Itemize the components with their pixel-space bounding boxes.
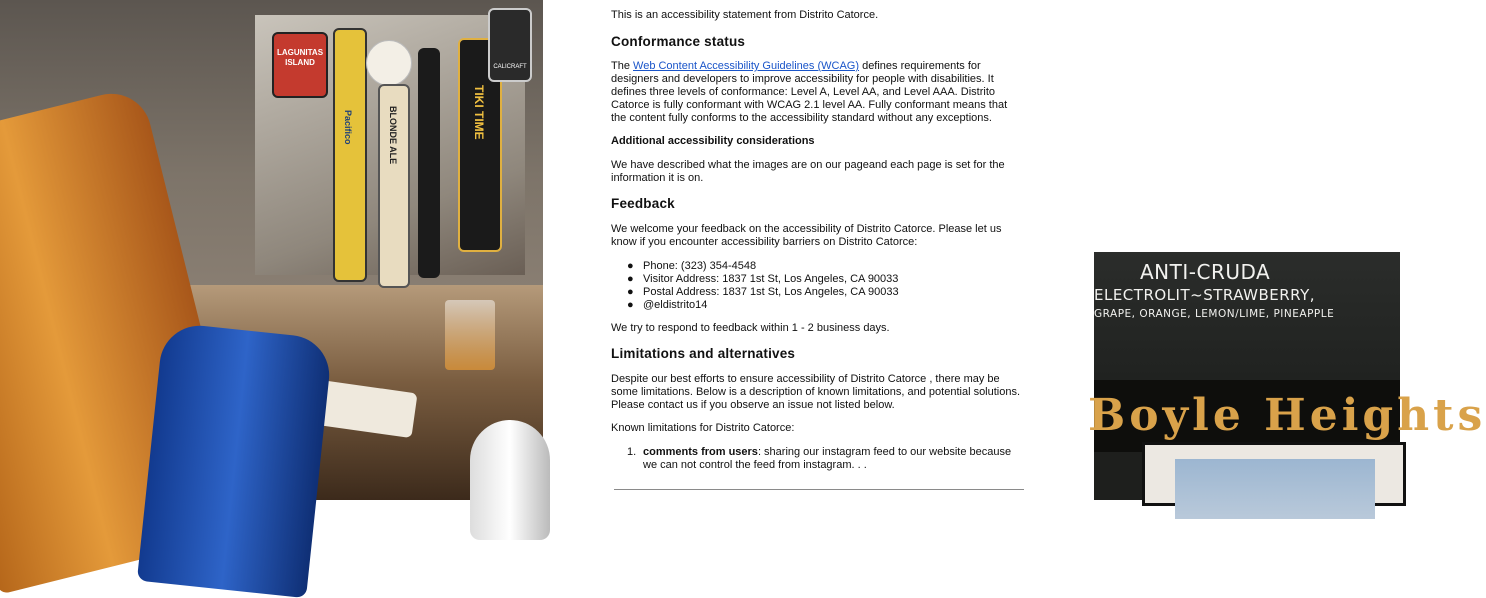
additional-heading: Additional accessibility considerations	[611, 135, 815, 147]
postal-address-text: Postal Address: 1837 1st St, Los Angeles, CA 90033	[643, 286, 899, 298]
list-item	[611, 260, 1023, 273]
bar-tap-photo	[0, 0, 543, 500]
bullet: ●	[627, 286, 634, 298]
bullet: ●	[627, 273, 634, 285]
bullet: ●	[627, 299, 634, 311]
limitation-title: comments from users	[643, 446, 758, 458]
chalk-line-2: ELECTROLIT~STRAWBERRY,	[1094, 286, 1316, 304]
tap-label: TIKI TIME	[472, 85, 486, 140]
tap-label: Pacifico	[343, 110, 353, 145]
intro-text: This is an accessibility statement from Distrito Catorce.	[611, 9, 879, 21]
tap-label: LAGUNITAS ISLAND	[276, 48, 324, 67]
list-item	[611, 286, 1023, 299]
tap-handle-baseball	[366, 40, 412, 86]
list-number: 1.	[627, 446, 637, 458]
tap-handle-black	[418, 48, 440, 278]
wcag-link[interactable]: Web Content Accessibility Guidelines (WCAG)	[633, 60, 860, 72]
tap-label: CALICRAFT	[493, 64, 527, 70]
tap-handle-pacifico	[333, 28, 367, 282]
sign-text: Boyle Heights	[1088, 390, 1486, 441]
chalk-line-1: ANTI-CRUDA	[1140, 260, 1271, 284]
list-item	[611, 299, 1023, 312]
list-item	[611, 446, 1023, 472]
known-limitations-label: Known limitations for Distrito Catorce:	[611, 422, 795, 434]
limitation-text: : sharing our instagram feed to our website because we can not control the feed from instagram. . .	[643, 446, 1012, 471]
conformance-text	[611, 60, 1023, 125]
chalkboard-photo	[1088, 252, 1486, 500]
blue-bottle	[137, 322, 333, 598]
tap-handle-calicraft	[488, 8, 532, 82]
tap-handle-blonde	[378, 84, 410, 288]
contact-list	[611, 260, 1023, 312]
response-time-text: We try to respond to feedback within 1 - 2 business days.	[611, 322, 890, 334]
conformance-text-rest: defines requirements for designers and developers to improve accessibility for people with disabilities. It defines three levels of conformance: Level A, Level AA, and Level AAA. Distrito Catorce is fully conformant with WCAG 2.1 level AA. Fully conformant means that the content fully conforms to the accessibility standard without any exceptions.	[611, 60, 1008, 124]
bullet: ●	[627, 260, 634, 272]
divider	[614, 489, 1024, 490]
conformance-text-start: The	[611, 60, 634, 72]
additional-text: We have described what the images are on our pageand each page is set for the information it is on.	[611, 159, 1005, 184]
shot-glass	[445, 300, 495, 370]
visitor-address-text: Visitor Address: 1837 1st St, Los Angeles, CA 90033	[643, 273, 899, 285]
phone-text: Phone: (323) 354-4548	[643, 260, 757, 272]
list-item	[611, 273, 1023, 286]
tap-handle-island	[272, 32, 328, 98]
limitations-list	[611, 446, 1023, 472]
limitations-heading: Limitations and alternatives	[611, 346, 796, 361]
tap-label: BLONDE ALE	[388, 106, 398, 165]
framed-photo-image	[1175, 459, 1375, 519]
clear-bottle	[470, 420, 550, 540]
feedback-heading: Feedback	[611, 196, 675, 211]
framed-photo	[1142, 442, 1406, 506]
conformance-heading: Conformance status	[611, 34, 746, 49]
social-handle-text: @eldistrito14	[643, 299, 708, 311]
chalk-line-3: GRAPE, ORANGE, LEMON/LIME, PINEAPPLE	[1094, 308, 1335, 320]
feedback-text: We welcome your feedback on the accessibility of Distrito Catorce. Please let us know if you encounter accessibility barriers on Distrito Catorce:	[611, 223, 1002, 248]
limitations-text: Despite our best efforts to ensure accessibility of Distrito Catorce , there may be some limitations. Below is a description of known limitations, and potential solutions. Please contact us if you observe an issue not listed below.	[611, 373, 1021, 411]
